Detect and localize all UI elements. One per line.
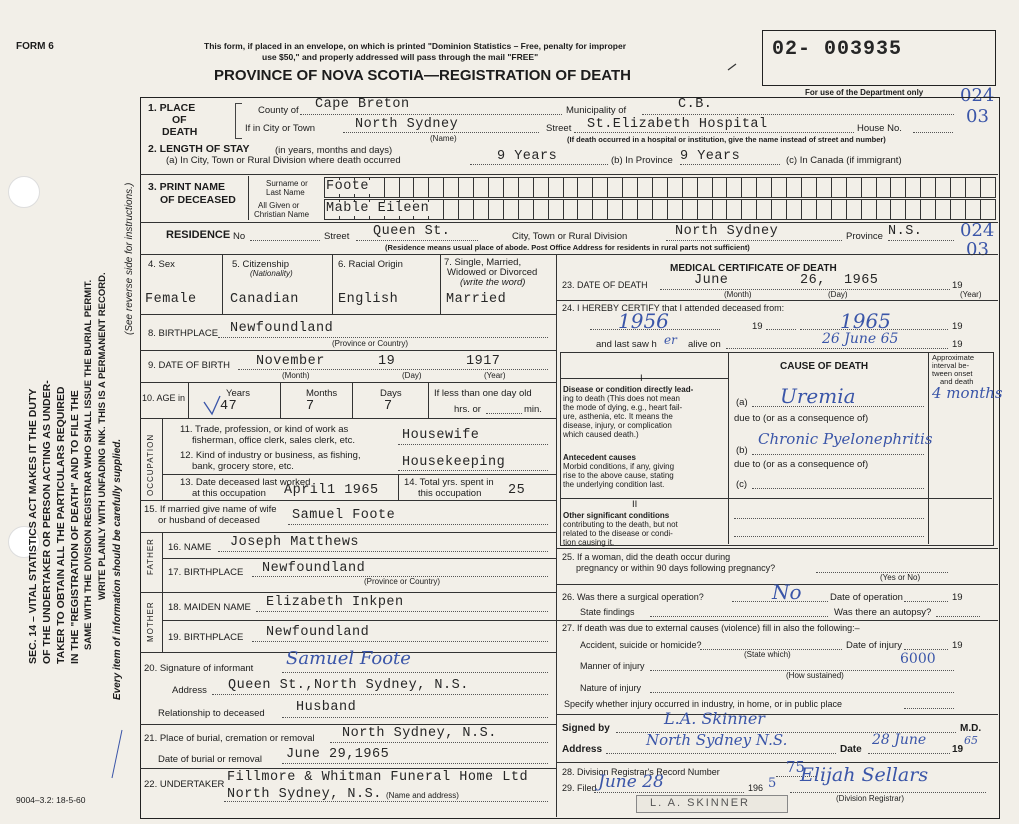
residence-city-label: City, Town or Rural Division (512, 231, 628, 242)
residence-street-label: Street (324, 231, 350, 242)
side-line-8: (See reverse side for instructions.) (124, 182, 135, 335)
disease-label-4: ure, asthenia, etc. It means the (563, 412, 673, 421)
dept-code-1: 024 (960, 85, 995, 106)
surname-value: Foote (326, 180, 372, 194)
place-label: 1. PLACE (148, 102, 196, 114)
undertaker-caption: (Name and address) (386, 791, 459, 800)
signed-date-value: 28 June (872, 732, 927, 748)
attended-from-19: 19 (752, 321, 763, 332)
industry-label-1: 12. Kind of industry or business, as fishing, (180, 450, 361, 461)
given-value: Mable Eileen (326, 202, 432, 216)
specify-label: Specify whether injury occurred in industry, in home, or in public place (564, 699, 842, 709)
other-conditions-label-4: tion causing it. (563, 538, 615, 547)
accident-caption: (State which) (744, 650, 791, 659)
q26-label: 26. Was there a surgical operation? (562, 592, 704, 602)
age-months-label: Months (306, 388, 338, 399)
date-injury-19: 19 (952, 640, 963, 651)
county-label: County of (258, 105, 299, 116)
disease-label-3: the mode of dying, e.g., heart fail- (563, 403, 683, 412)
mother-birthplace-value: Newfoundland (266, 625, 370, 640)
other-conditions-label-1: Other significant conditions (563, 511, 670, 520)
check-mark-top (728, 64, 736, 70)
given-label-2: Christian Name (254, 210, 310, 219)
side-pen-stroke (112, 730, 122, 778)
stay-b-label: (b) In Province (611, 155, 673, 166)
q26-date-label: Date of operation (830, 592, 903, 603)
cause-a-value: Uremia (780, 384, 856, 408)
disease-label-5: disease, injury, or complication (563, 421, 672, 430)
q25-label-2: pregnancy or within 90 days following pregnancy? (576, 563, 776, 573)
dod-century: 19 (952, 280, 963, 291)
stay-a-label: (a) In City, Town or Rural Division where death occurred (166, 155, 401, 166)
filed-19: 196 (748, 783, 764, 793)
spouse-label-1: 15. If married give name of wife (144, 504, 277, 515)
father-name-value: Joseph Matthews (230, 535, 360, 550)
attended-to-19: 19 (952, 321, 963, 332)
county-value: Cape Breton (315, 97, 410, 112)
last-saw-label: and last saw h (596, 339, 657, 350)
birthplace-value: Newfoundland (230, 321, 334, 336)
registrar-signature: Elijah Sellars (800, 764, 929, 786)
street-label: Street (546, 123, 572, 134)
total-yrs-label-2: this occupation (418, 488, 482, 499)
antecedent-label-1: Antecedent causes (563, 453, 636, 462)
filed-label: 29. Filed (562, 783, 597, 793)
q26-date-19: 19 (952, 592, 963, 603)
total-yrs-label-1: 14. Total yrs. spent in (404, 477, 494, 488)
q25-label-1: 25. If a woman, did the death occur during (562, 552, 731, 562)
other-conditions-label-3: related to the disease or condi- (563, 529, 673, 538)
cause-b-label: (b) (736, 445, 748, 456)
total-yrs-value: 25 (508, 483, 526, 498)
hrs-label: hrs. or (454, 404, 481, 415)
signed-date-year: 65 (964, 734, 978, 747)
manner-caption: (How sustained) (786, 671, 844, 680)
city-name-caption: (Name) (430, 134, 457, 143)
stay-b-value: 9 Years (680, 149, 741, 164)
mother-side-label: MOTHER (146, 601, 155, 642)
record-number-label: 28. Division Registrar's Record Number (562, 767, 720, 777)
burial-date-label: Date of burial or removal (158, 754, 263, 765)
physician-address-value: North Sydney N.S. (646, 731, 788, 749)
min-label: min. (524, 404, 542, 415)
age-years-label: Years (226, 388, 250, 399)
record-number-value: 75 (786, 758, 806, 776)
interval-label-1: Approximate (932, 353, 975, 362)
check-mark-age (204, 396, 220, 414)
less-than-day-label: If less than one day old (434, 388, 532, 399)
citizenship-value: Canadian (230, 292, 299, 307)
municipality-value: C.B. (678, 97, 713, 112)
trade-value: Housewife (402, 428, 480, 443)
manner-value: 6000 (900, 651, 936, 667)
place-label-of: OF (172, 114, 187, 126)
residence-no-label: No (233, 231, 246, 242)
dob-month: November (256, 354, 325, 369)
last-worked-value: April1 1965 (284, 483, 379, 498)
dob-day-caption: (Day) (402, 371, 422, 380)
last-worked-label-2: at this occupation (192, 488, 266, 499)
residence-province-label: Province (846, 231, 883, 242)
city-label: If in City or Town (245, 123, 316, 134)
citizenship-label: 5. Citizenship (232, 259, 290, 270)
burial-date-value: June 29,1965 (286, 747, 390, 762)
informant-address-label: Address (172, 685, 207, 696)
certify-label: 24. I HEREBY CERTIFY that I attended deceased from: (562, 303, 785, 313)
dept-code-4: 03 (966, 239, 989, 260)
deceased-label-2: OF DECEASED (160, 194, 236, 206)
footer-code: 9004–3.2: 18-5-60 (16, 795, 86, 805)
trade-label-1: 11. Trade, profession, or kind of work as (180, 424, 349, 435)
side-line-7: Every item of information should be carefully supplied. (112, 438, 123, 700)
city-value: North Sydney (355, 117, 459, 132)
last-worked-label-1: 13. Date deceased last worked (180, 477, 311, 488)
notice-line-2: use $50," and properly addressed will pass through the mail "FREE" (262, 52, 539, 62)
side-line-3: TAKER TO OBTAIN ALL THE PARTICULARS REQUIRED (55, 386, 67, 664)
house-label: House No. (857, 123, 902, 134)
father-birthplace-value: Newfoundland (262, 561, 366, 576)
dept-use-caption: For use of the Department only (805, 88, 924, 97)
father-birthplace-caption: (Province or Country) (364, 577, 441, 586)
side-line-1: SEC. 14 – VITAL STATISTICS ACT MAKES IT THE DUTY (27, 388, 39, 664)
cause-part-1: I (640, 373, 643, 384)
q25-caption: (Yes or No) (880, 573, 921, 582)
birthplace-label: 8. BIRTHPLACE (148, 328, 219, 339)
date-injury-label: Date of injury (846, 640, 902, 651)
dob-year-caption: (Year) (484, 371, 506, 380)
undertaker-line-1: Fillmore & Whitman Funeral Home Ltd (227, 770, 529, 785)
form-number: FORM 6 (16, 41, 54, 52)
residence-street-value: Queen St. (373, 224, 451, 239)
residence-province-value: N.S. (888, 224, 923, 239)
notice-line-1: This form, if placed in an envelope, on which is printed "Dominion Statistics – Free, penalty for improper (204, 41, 627, 51)
due-to-label-2: due to (or as a consequence of) (734, 459, 869, 470)
street-value: St.Elizabeth Hospital (587, 117, 768, 132)
dob-day: 19 (378, 354, 396, 369)
alive-on-19: 19 (952, 339, 963, 350)
dept-code-2: 03 (966, 106, 989, 127)
stay-note: (in years, months and days) (275, 145, 393, 156)
nature-label: Nature of injury (580, 683, 642, 693)
disease-label-6: which caused death.) (563, 430, 639, 439)
hospital-note: (If death occurred in a hospital or institution, give the name instead of street and number) (567, 135, 886, 144)
manner-label: Manner of injury (580, 661, 645, 671)
dod-label: 23. DATE OF DEATH (562, 280, 648, 290)
registration-number: 02- 003935 (772, 38, 903, 61)
attended-to-value: 1965 (840, 309, 891, 333)
father-name-label: 16. NAME (168, 542, 212, 553)
alive-on-value: 26 June 65 (822, 331, 899, 347)
surname-label-2: Last Name (266, 188, 305, 197)
municipality-label: Municipality of (566, 105, 627, 116)
dod-day-caption: (Day) (828, 290, 848, 299)
side-line-2: OF THE UNDERTAKER OR PERSON ACTING AS UNDER- (41, 380, 53, 664)
burial-place-label: 21. Place of burial, cremation or removal (144, 733, 315, 744)
industry-label-2: bank, grocery store, etc. (192, 461, 294, 472)
interval-label-3: tween onset (932, 369, 973, 378)
spouse-value: Samuel Foote (292, 508, 396, 523)
informant-address-value: Queen St.,North Sydney, N.S. (228, 678, 469, 693)
residence-note: (Residence means usual place of abode. Post Office Address for residents in rural parts not sufficient) (385, 243, 750, 252)
age-days-value: 7 (384, 399, 393, 414)
place-label-death: DEATH (162, 126, 198, 138)
q26-value: No (772, 580, 802, 604)
other-conditions-label-2: contributing to the death, but not (563, 520, 678, 529)
mother-maiden-label: 18. MAIDEN NAME (168, 602, 251, 613)
marital-value: Married (446, 292, 507, 307)
age-label: 10. AGE in (142, 393, 186, 403)
dept-code-3: 024 (960, 220, 995, 241)
filed-year-value: 5 (768, 776, 777, 791)
relationship-label: Relationship to deceased (158, 708, 265, 719)
informant-sig-label: 20. Signature of informant (144, 663, 254, 674)
marital-label-2: Widowed or Divorced (447, 267, 538, 278)
antecedent-label-2: Morbid conditions, if any, giving (563, 462, 675, 471)
father-birthplace-label: 17. BIRTHPLACE (168, 567, 244, 578)
dob-year: 1917 (466, 354, 501, 369)
occupation-side-label: OCCUPATION (146, 433, 155, 496)
form-title: PROVINCE OF NOVA SCOTIA—REGISTRATION OF DEATH (214, 67, 631, 84)
physician-address-label: Address (562, 744, 603, 755)
antecedent-label-3: rise to the above cause, stating (563, 471, 674, 480)
antecedent-label-4: the underlying condition last. (563, 480, 665, 489)
accident-label: Accident, suicide or homicide? (580, 640, 702, 650)
autopsy-label: Was there an autopsy? (834, 607, 932, 618)
side-line-5: SAME WITH THE DIVISION REGISTRAR WHO SHALL ISSUE THE BURIAL PERMIT. (83, 279, 94, 650)
cause-part-2: II (632, 499, 638, 510)
surname-label-1: Surname or (266, 179, 308, 188)
stay-c-label: (c) In Canada (if immigrant) (786, 155, 902, 166)
cause-c-label: (c) (736, 479, 748, 490)
industry-value: Housekeeping (402, 455, 506, 470)
informant-signature: Samuel Foote (286, 648, 411, 669)
dod-year-caption: (Year) (960, 290, 982, 299)
md-label: M.D. (960, 723, 982, 734)
sex-label: 4. Sex (148, 259, 175, 270)
dob-month-caption: (Month) (282, 371, 310, 380)
cause-b-value: Chronic Pyelonephritis (758, 430, 933, 448)
side-line-6: WRITE PLAINLY WITH UNFADING INK. THIS IS A PERMANENT RECORD. (97, 272, 108, 600)
undertaker-label: 22. UNDERTAKER (144, 779, 225, 790)
q27-label: 27. If death was due to external causes (violence) fill in also the following:– (562, 623, 860, 633)
stay-label: 2. LENGTH OF STAY (148, 143, 250, 155)
cause-a-label: (a) (736, 397, 748, 408)
burial-place-value: North Sydney, N.S. (342, 726, 497, 741)
side-line-4: IN THE "REGISTRATION OF DEATH" AND TO FILE THE (69, 390, 81, 664)
medical-header: MEDICAL CERTIFICATE OF DEATH (670, 263, 837, 274)
disease-label-2: ing to death (This does not mean (563, 394, 680, 403)
sex-value: Female (145, 292, 197, 307)
registrar-caption: (Division Registrar) (836, 794, 905, 803)
interval-label-2: interval be- (932, 361, 970, 370)
age-days-label: Days (380, 388, 402, 399)
stay-a-value: 9 Years (497, 149, 558, 164)
signed-date-label: Date (840, 744, 862, 755)
citizenship-note: (Nationality) (250, 269, 293, 278)
trade-label-2: fisherman, office clerk, sales clerk, etc. (192, 435, 355, 446)
racial-value: English (338, 292, 399, 307)
disease-label-1: Disease or condition directly lead- (563, 385, 694, 394)
racial-label: 6. Racial Origin (338, 259, 403, 270)
age-months-value: 7 (306, 399, 315, 414)
dod-day: 26, (800, 273, 826, 288)
signed-date-19: 19 (952, 744, 964, 755)
interval-label-4: and death (940, 377, 974, 386)
cause-a-interval: 4 months (932, 384, 1003, 402)
last-saw-pronoun: er (664, 333, 677, 347)
deceased-label-1: 3. PRINT NAME (148, 181, 226, 193)
relationship-value: Husband (296, 700, 357, 715)
dod-year: 1965 (844, 273, 879, 288)
age-years-value: 47 (220, 399, 238, 414)
dod-month-caption: (Month) (724, 290, 752, 299)
filed-date-value: June 28 (598, 772, 664, 792)
given-label-1: All Given or (258, 201, 300, 210)
undertaker-line-2: North Sydney, N.S. (227, 787, 382, 802)
physician-name-stamp-text: L. A. SKINNER (650, 797, 750, 809)
spouse-label-2: or husband of deceased (158, 515, 260, 526)
mother-maiden-value: Elizabeth Inkpen (266, 595, 404, 610)
alive-on-label: alive on (688, 339, 721, 350)
father-side-label: FATHER (146, 538, 155, 575)
birthplace-caption: (Province or Country) (332, 339, 409, 348)
cause-header: CAUSE OF DEATH (780, 361, 869, 372)
dob-label: 9. DATE OF BIRTH (148, 360, 230, 371)
residence-city-value: North Sydney (675, 224, 779, 239)
marital-label-1: 7. Single, Married, (444, 257, 522, 268)
physician-signature: L.A. Skinner (664, 709, 765, 728)
residence-label: RESIDENCE (166, 229, 231, 241)
dod-month: June (694, 273, 729, 288)
signed-by-label: Signed by (562, 723, 610, 734)
state-findings-label: State findings (580, 607, 635, 617)
mother-birthplace-label: 19. BIRTHPLACE (168, 632, 244, 643)
marital-label-3: (write the word) (460, 277, 526, 288)
attended-from-value: 1956 (618, 309, 669, 333)
due-to-label-1: due to (or as a consequence of) (734, 413, 869, 424)
